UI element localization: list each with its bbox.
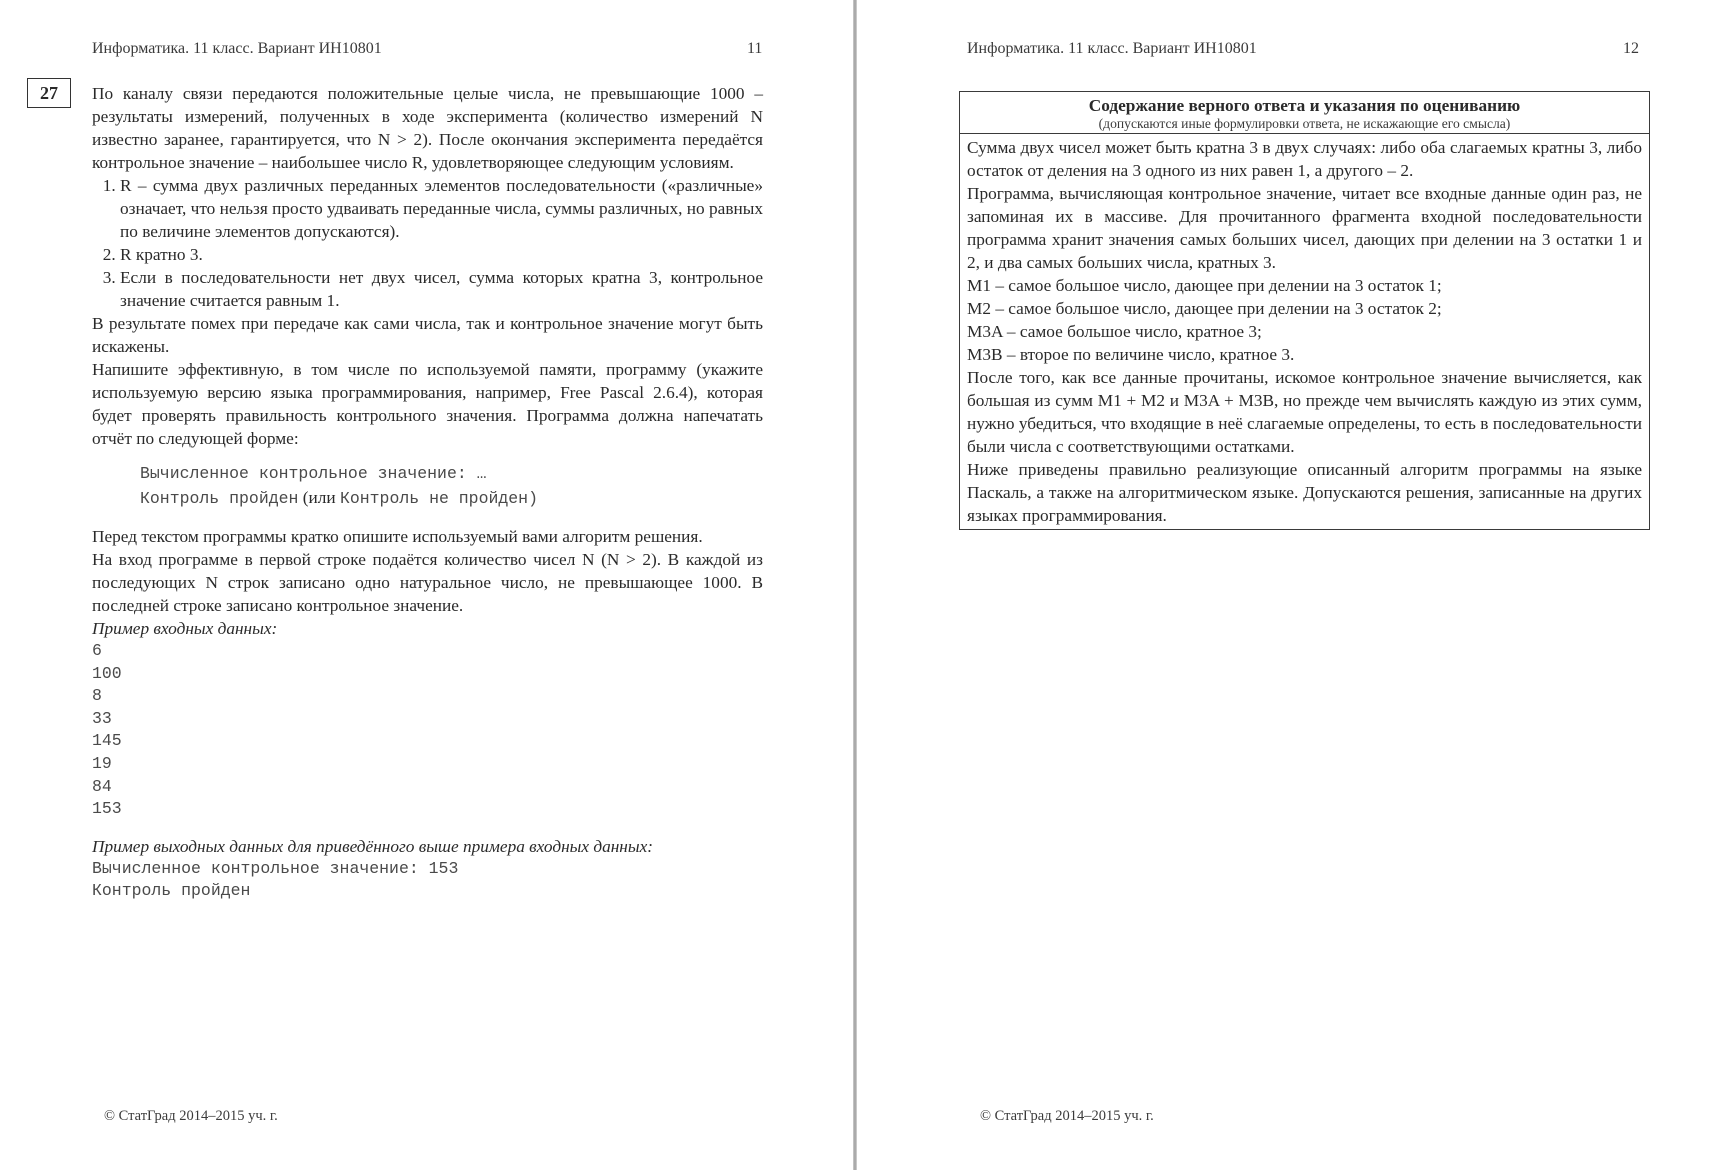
answer-paragraph: M1 – самое большое число, дающее при делении на 3 остаток 1;	[967, 276, 1442, 295]
noise-note: В результате помех при передаче как сами числа, так и контрольное значение могут быть искажены.	[92, 314, 763, 356]
input-line: 145	[92, 731, 122, 751]
condition-item: 1. R – сумма двух различных переданных элементов последовательности («различные» означает, что нельзя просто удваивать переданные числа, суммы различных, но равных по величине элементов допускаются).	[120, 174, 763, 243]
input-line: 100	[92, 663, 122, 683]
right-page-number: 12	[1623, 40, 1639, 57]
answer-box-body	[960, 134, 1649, 529]
left-page-header: Информатика. 11 класс. Вариант ИН10801	[92, 40, 382, 57]
answer-box	[959, 91, 1650, 530]
report-form	[92, 462, 763, 511]
task-text	[92, 82, 763, 903]
input-description: На вход программе в первой строке подаётся количество чисел N (N > 2). В каждой из последующих N строк записано одно натуральное число, не превышающее 1000. В последней строке записано контрольное значение.	[92, 550, 763, 615]
conditions-list	[92, 174, 763, 312]
report-fail-text: Контроль не пройден	[339, 489, 529, 508]
input-line: 6	[92, 641, 102, 660]
answer-paragraph: Ниже приведены правильно реализующие описанный алгоритм программы на языке Паскаль, а также на алгоритмическом языке. Допускаются решения, записанные на других языках программирования.	[967, 460, 1642, 525]
answer-paragraph: M2 – самое большое число, дающее при делении на 3 остаток 2;	[967, 299, 1442, 318]
left-page-number: 11	[747, 40, 763, 57]
task-intro: По каналу связи передаются положительные целые числа, не превышающие 1000 – результаты измерений, полученных в ходе эксперимента (количество измерений N известно заранее, гарантируется, что N > 2). После окончания эксперимента передаётся контрольное значение – наибольшее число R, удовлетворяющее следующим условиям.	[92, 84, 763, 172]
left-page	[0, 0, 854, 1170]
left-page-footer: © СтатГрад 2014–2015 уч. г.	[104, 1108, 278, 1124]
condition-item: 3. Если в последовательности нет двух чисел, сумма которых кратна 3, контрольное значение считается равным 1.	[120, 266, 763, 312]
output-line-2: Контроль пройден	[92, 881, 251, 901]
report-line-1: Вычисленное контрольное значение: …	[140, 464, 487, 483]
report-close-paren: )	[528, 489, 538, 508]
report-or-text: (или	[298, 488, 340, 507]
input-example-label: Пример входных данных:	[92, 619, 278, 638]
condition-item: 2. R кратно 3.	[120, 243, 763, 266]
input-line: 84	[92, 776, 112, 796]
answer-paragraph: M3B – второе по величине число, кратное 3.	[967, 345, 1295, 364]
output-example-label: Пример выходных данных для приведённого выше примера входных данных:	[92, 836, 653, 856]
algorithm-note: Перед текстом программы кратко опишите используемый вами алгоритм решения.	[92, 527, 703, 546]
input-line: 8	[92, 686, 102, 706]
answer-box-title: Содержание верного ответа и указания по оцениванию	[1088, 96, 1521, 115]
output-example	[92, 858, 763, 903]
answer-paragraph: Программа, вычисляющая контрольное значение, читает все входные данные один раз, не запоминая их в массиве. Для прочитанного фрагмента входной последовательности программа хранит значения самых больших чисел, дающих при делении на 3 остатки 1 и 2, и два самых больших числа, кратных 3.	[967, 184, 1642, 272]
input-example	[92, 640, 763, 821]
input-line: 19	[92, 753, 112, 773]
answer-box-subtitle: (допускаются иные формулировки ответа, не искажающие его смысла)	[1098, 116, 1511, 131]
task-instructions: Напишите эффективную, в том числе по используемой памяти, программу (укажите используемую версию языка программирования, например, Free Pascal 2.6.4), которая будет проверять правильность контрольного значения. Программа должна напечатать отчёт по следующей форме:	[92, 360, 763, 448]
output-line-1: Вычисленное контрольное значение: 153	[92, 858, 459, 878]
answer-box-header	[960, 92, 1649, 134]
right-page-footer: © СтатГрад 2014–2015 уч. г.	[980, 1108, 1154, 1124]
report-pass-text: Контроль пройден	[140, 489, 299, 508]
input-line: 33	[92, 708, 112, 728]
right-page-header: Информатика. 11 класс. Вариант ИН10801	[967, 40, 1257, 57]
report-line-2	[140, 486, 763, 511]
input-line: 153	[92, 799, 122, 819]
answer-paragraph: M3A – самое большое число, кратное 3;	[967, 322, 1262, 341]
answer-paragraph: После того, как все данные прочитаны, искомое контрольное значение вычисляется, как большая из сумм M1 + M2 и M3A + M3B, но прежде чем вычислять каждую из этих сумм, нужно убедиться, что входящие в неё слагаемые определены, то есть в последовательности были числа с соответствующими остатками.	[967, 368, 1642, 456]
answer-paragraph: Сумма двух чисел может быть кратна 3 в двух случаях: либо оба слагаемых кратны 3, либо остаток от деления на 3 одного из них равен 1, а другого – 2.	[967, 138, 1642, 180]
task-number-box: 27	[27, 78, 71, 108]
